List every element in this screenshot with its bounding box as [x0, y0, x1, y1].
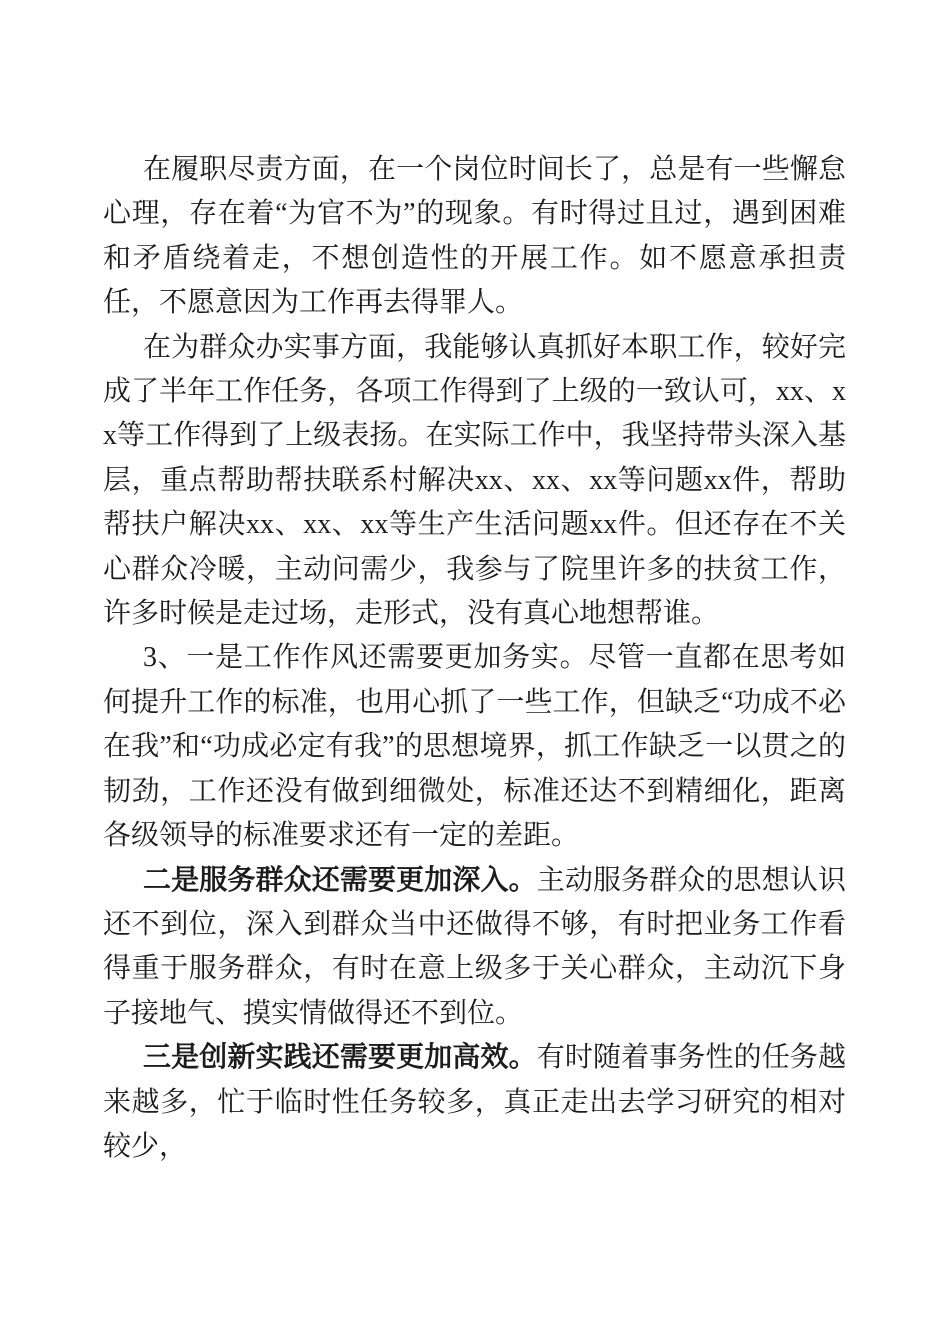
paragraph-text: 有时随着事务性的任务越来越多，忙于临时性任务较多，真正走出去学习研究的相对较少， — [103, 1042, 846, 1162]
paragraph-lead: 二是服务群众还需要更加深入。 — [143, 864, 537, 896]
paragraph-text: 3、一是工作作风还需要更加务实。尽管一直都在思考如何提升工作的标准，也用心抓了一些工作，但缺乏“功成不必在我”和“功成必定有我”的思想境界，抓工作缺乏一以贯之的韧劲，工作还没有做到细微处，标准还达不到精细化，距离各级领导的标准要求还有一定的差距。 — [103, 642, 846, 852]
paragraph-text: 在为群众办实事方面，我能够认真抓好本职工作，较好完成了半年工作任务，各项工作得到了上级的一致认可，xx、xx等工作得到了上级表扬。在实际工作中，我坚持带头深入基层，重点帮助帮扶联系村解决xx、xx、xx等问题xx件，帮助帮扶户解决xx、xx、xx等生产生活问题xx件。但还存在不关心群众冷暖，主动问需少，我参与了院里许多的扶贫工作，许多时候是走过场，走形式，没有真心地想帮谁。 — [103, 331, 846, 630]
paragraph-serve-masses-deeper — [103, 859, 846, 1037]
paragraph-text: 在履职尽责方面，在一个岗位时间长了，总是有一些懈怠心理，存在着“为官不为”的现象。有时得过且过，遇到困难和矛盾绕着走，不想创造性的开展工作。如不愿意承担责任，不愿意因为工作再去得罪人。 — [103, 154, 846, 319]
paragraph-duty-performance — [103, 148, 846, 326]
paragraph-serving-people — [103, 326, 846, 637]
paragraph-text: 主动服务群众的思想认识还不到位，深入到群众当中还做得不够，有时把业务工作看得重于服务群众，有时在意上级多于关心群众，主动沉下身子接地气、摸实情做得还不到位。 — [103, 864, 846, 1029]
paragraph-lead: 三是创新实践还需要更加高效。 — [143, 1042, 537, 1074]
paragraph-innovation-efficiency — [103, 1036, 846, 1169]
paragraph-work-style — [103, 636, 846, 858]
